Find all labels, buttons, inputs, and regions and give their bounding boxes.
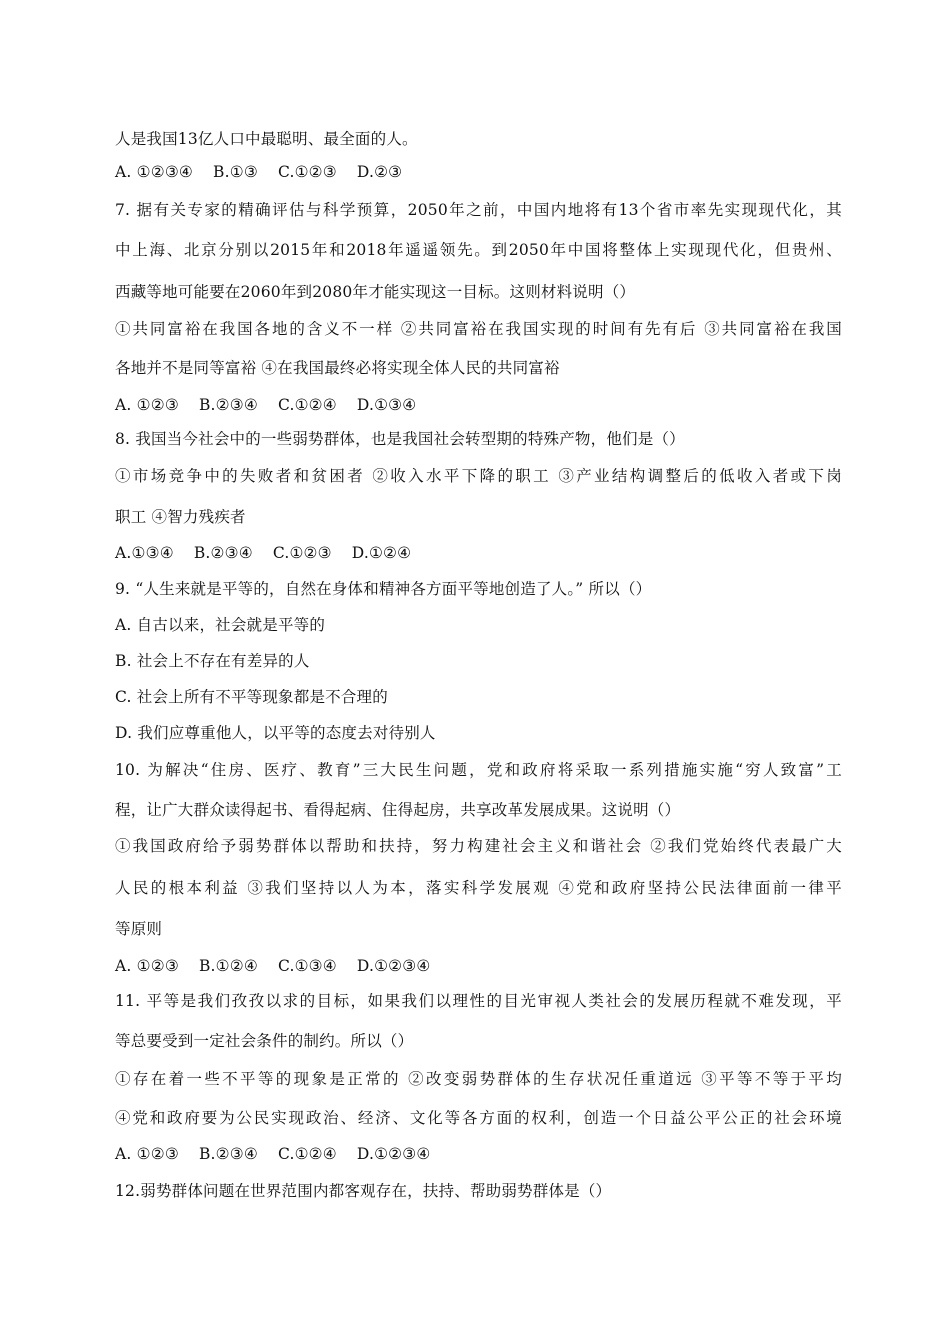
option-b: B.②③④	[193, 544, 253, 562]
statement-line: ①共同富裕在我国各地的含义不一样 ②共同富裕在我国实现的时间有先有后 ③共同富裕在我国	[115, 320, 842, 338]
option-d: D.①②③④	[356, 957, 431, 975]
option-b: B.②③④	[198, 1145, 258, 1163]
statement-line: 等原则	[115, 920, 163, 938]
option-a: A. ①②③	[115, 1145, 179, 1163]
text-line: 等总要受到一定社会条件的制约。所以（）	[115, 1032, 414, 1050]
option-b: B.①③	[213, 163, 258, 181]
choice-line: C. 社会上所有不平等现象都是不合理的	[115, 688, 388, 706]
statement-line: 职工 ④智力残疾者	[115, 508, 246, 526]
text-line: 程，让广大群众读得起书、看得起病、住得起房，共享改革发展成果。这说明（）	[115, 801, 681, 819]
option-b: B.①②④	[198, 957, 258, 975]
question-7-stem: 7. 据有关专家的精确评估与科学预算，2050年之前，中国内地将有13个省市率先实现现代化，其	[115, 201, 842, 219]
option-a: A. ①②③④	[115, 163, 194, 181]
statement-line: ①我国政府给予弱势群体以帮助和扶持，努力构建社会主义和谐社会 ②我们党始终代表最广大	[115, 837, 842, 855]
question-10-stem: 10. 为解决“住房、医疗、教育”三大民生问题，党和政府将采取一系列措施实施“穷人致富”工	[115, 761, 842, 779]
option-d: D.①③④	[356, 396, 417, 414]
answer-options	[115, 1143, 842, 1165]
choice-line: B. 社会上不存在有差异的人	[115, 652, 310, 670]
option-d: D.①②③④	[356, 1145, 431, 1163]
option-a: A.①③④	[115, 544, 174, 562]
option-d: D.②③	[356, 163, 403, 181]
answer-options	[115, 394, 842, 416]
answer-options	[115, 161, 842, 183]
option-c: C.①②③	[272, 544, 332, 562]
text-line: 西藏等地可能要在2060年到2080年才能实现这一目标。这则材料说明（）	[115, 283, 636, 301]
choice-line: A. 自古以来，社会就是平等的	[115, 616, 326, 634]
answer-options	[115, 542, 842, 564]
text-line: 中上海、北京分别以2015年和2018年遥遥领先。到2050年中国将整体上实现现代化，但贵州、	[115, 241, 842, 259]
question-11-stem: 11. 平等是我们孜孜以求的目标，如果我们以理性的目光审视人类社会的发展历程就不难发现，平	[115, 992, 842, 1010]
option-c: C.①②④	[277, 396, 337, 414]
choice-line: D. 我们应尊重他人，以平等的态度去对待别人	[115, 724, 436, 742]
option-a: A. ①②③	[115, 957, 179, 975]
answer-options	[115, 955, 842, 977]
question-9-stem: 9. “人生来就是平等的，自然在身体和精神各方面平等地创造了人。” 所以（）	[115, 580, 652, 598]
question-8-stem: 8. 我国当今社会中的一些弱势群体，也是我国社会转型期的特殊产物，他们是（）	[115, 430, 685, 448]
option-c: C.①②③	[277, 163, 337, 181]
statement-line: ④党和政府要为公民实现政治、经济、文化等各方面的权利，创造一个日益公平公正的社会环境	[115, 1109, 842, 1127]
option-c: C.①②④	[277, 1145, 337, 1163]
statement-line: ①市场竞争中的失败者和贫困者 ②收入水平下降的职工 ③产业结构调整后的低收入者或下岗	[115, 467, 842, 485]
statement-line: 各地并不是同等富裕 ④在我国最终必将实现全体人民的共同富裕	[115, 359, 560, 377]
statement-line: ①存在着一些不平等的现象是正常的 ②改变弱势群体的生存状况任重道远 ③平等不等于平均	[115, 1070, 842, 1088]
option-d: D.①②④	[351, 544, 412, 562]
text-line: 人是我国13亿人口中最聪明、最全面的人。	[115, 130, 418, 148]
option-a: A. ①②③	[115, 396, 179, 414]
question-12-stem: 12.弱势群体问题在世界范围内都客观存在，扶持、帮助弱势群体是（）	[115, 1182, 612, 1200]
option-c: C.①③④	[277, 957, 337, 975]
option-b: B.②③④	[198, 396, 258, 414]
statement-line: 人民的根本利益 ③我们坚持以人为本，落实科学发展观 ④党和政府坚持公民法律面前一律平	[115, 879, 842, 897]
